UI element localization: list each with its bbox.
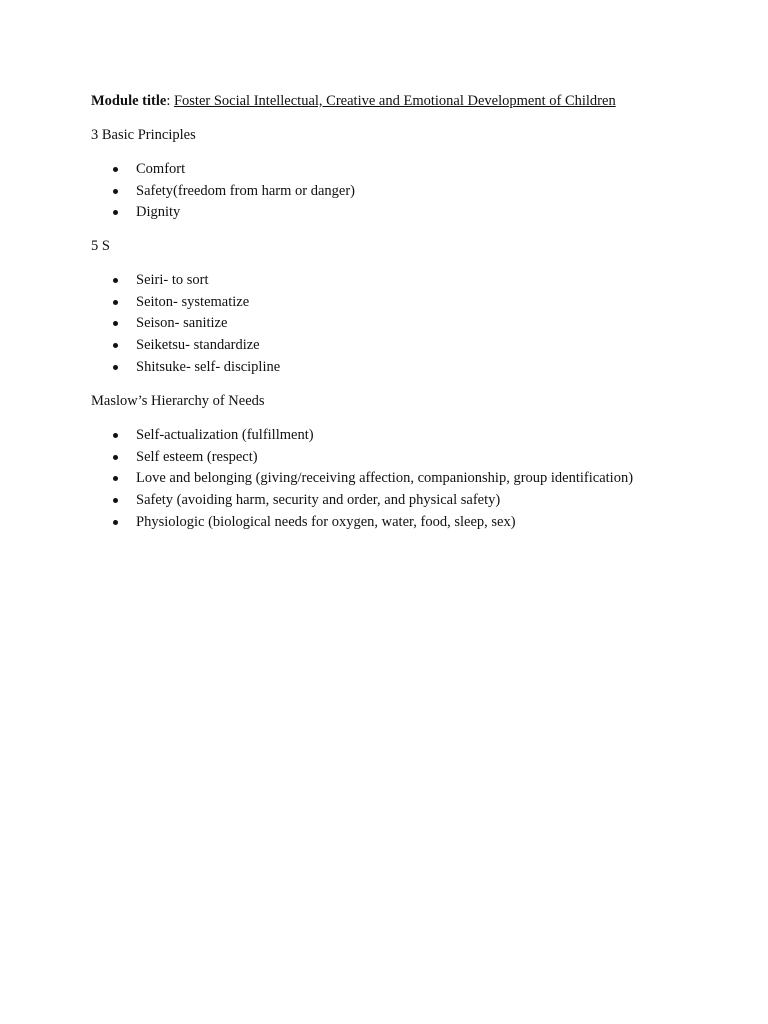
list-basic-principles <box>0 159 355 224</box>
list-item <box>0 425 633 447</box>
bullet-icon <box>113 520 118 525</box>
list-item <box>0 159 355 181</box>
section-heading-5s: 5 S <box>91 238 110 254</box>
bullet-icon <box>113 278 118 283</box>
list-item-text: Seiri- to sort <box>136 272 209 288</box>
bullet-icon <box>113 210 118 215</box>
bullet-icon <box>113 300 118 305</box>
module-title-label: Module title <box>91 93 167 109</box>
list-item <box>0 512 633 534</box>
list-item-text: Safety(freedom from harm or danger) <box>136 182 356 199</box>
list-item-text: Self-actualization (fulfillment) <box>136 427 314 443</box>
module-title-line <box>91 91 616 113</box>
list-item <box>0 313 280 335</box>
list-item-text: Physiologic (biological needs for oxygen, water, food, sleep, sex) <box>136 513 516 530</box>
bullet-icon <box>113 476 118 481</box>
bullet-icon <box>113 343 118 348</box>
list-item <box>0 270 280 292</box>
bullet-icon <box>113 433 118 438</box>
list-item-text: Comfort <box>136 161 186 177</box>
list-item-text: Seiton- systematize <box>136 293 250 310</box>
list-item <box>0 357 280 379</box>
list-item-text: Dignity <box>136 204 181 221</box>
bullet-icon <box>113 365 118 370</box>
list-item <box>0 447 633 469</box>
module-title-separator: : <box>166 93 174 109</box>
bullet-icon <box>113 189 118 194</box>
list-item-text: Shitsuke- self- discipline <box>136 358 281 375</box>
list-item <box>0 202 355 224</box>
section-heading-basic-principles: 3 Basic Principles <box>91 127 196 143</box>
list-5s <box>0 270 280 378</box>
bullet-icon <box>113 498 118 503</box>
list-item <box>0 292 280 314</box>
list-item-text: Seison- sanitize <box>136 315 228 332</box>
list-item <box>0 468 633 490</box>
list-item-text: Seiketsu- standardize <box>136 337 260 354</box>
list-maslow <box>0 425 633 533</box>
list-item <box>0 181 355 203</box>
bullet-icon <box>113 321 118 326</box>
list-item-text: Safety (avoiding harm, security and order, and physical safety) <box>136 492 501 509</box>
list-item <box>0 335 280 357</box>
bullet-icon <box>113 455 118 460</box>
bullet-icon <box>113 167 118 172</box>
list-item-text: Love and belonging (giving/receiving affection, companionship, group identification) <box>136 470 634 487</box>
list-item <box>0 490 633 512</box>
list-item-text: Self esteem (respect) <box>136 448 258 465</box>
section-heading-maslow: Maslow’s Hierarchy of Needs <box>91 393 265 409</box>
module-title-text: Foster Social Intellectual, Creative and Emotional Development of Children <box>173 93 616 109</box>
